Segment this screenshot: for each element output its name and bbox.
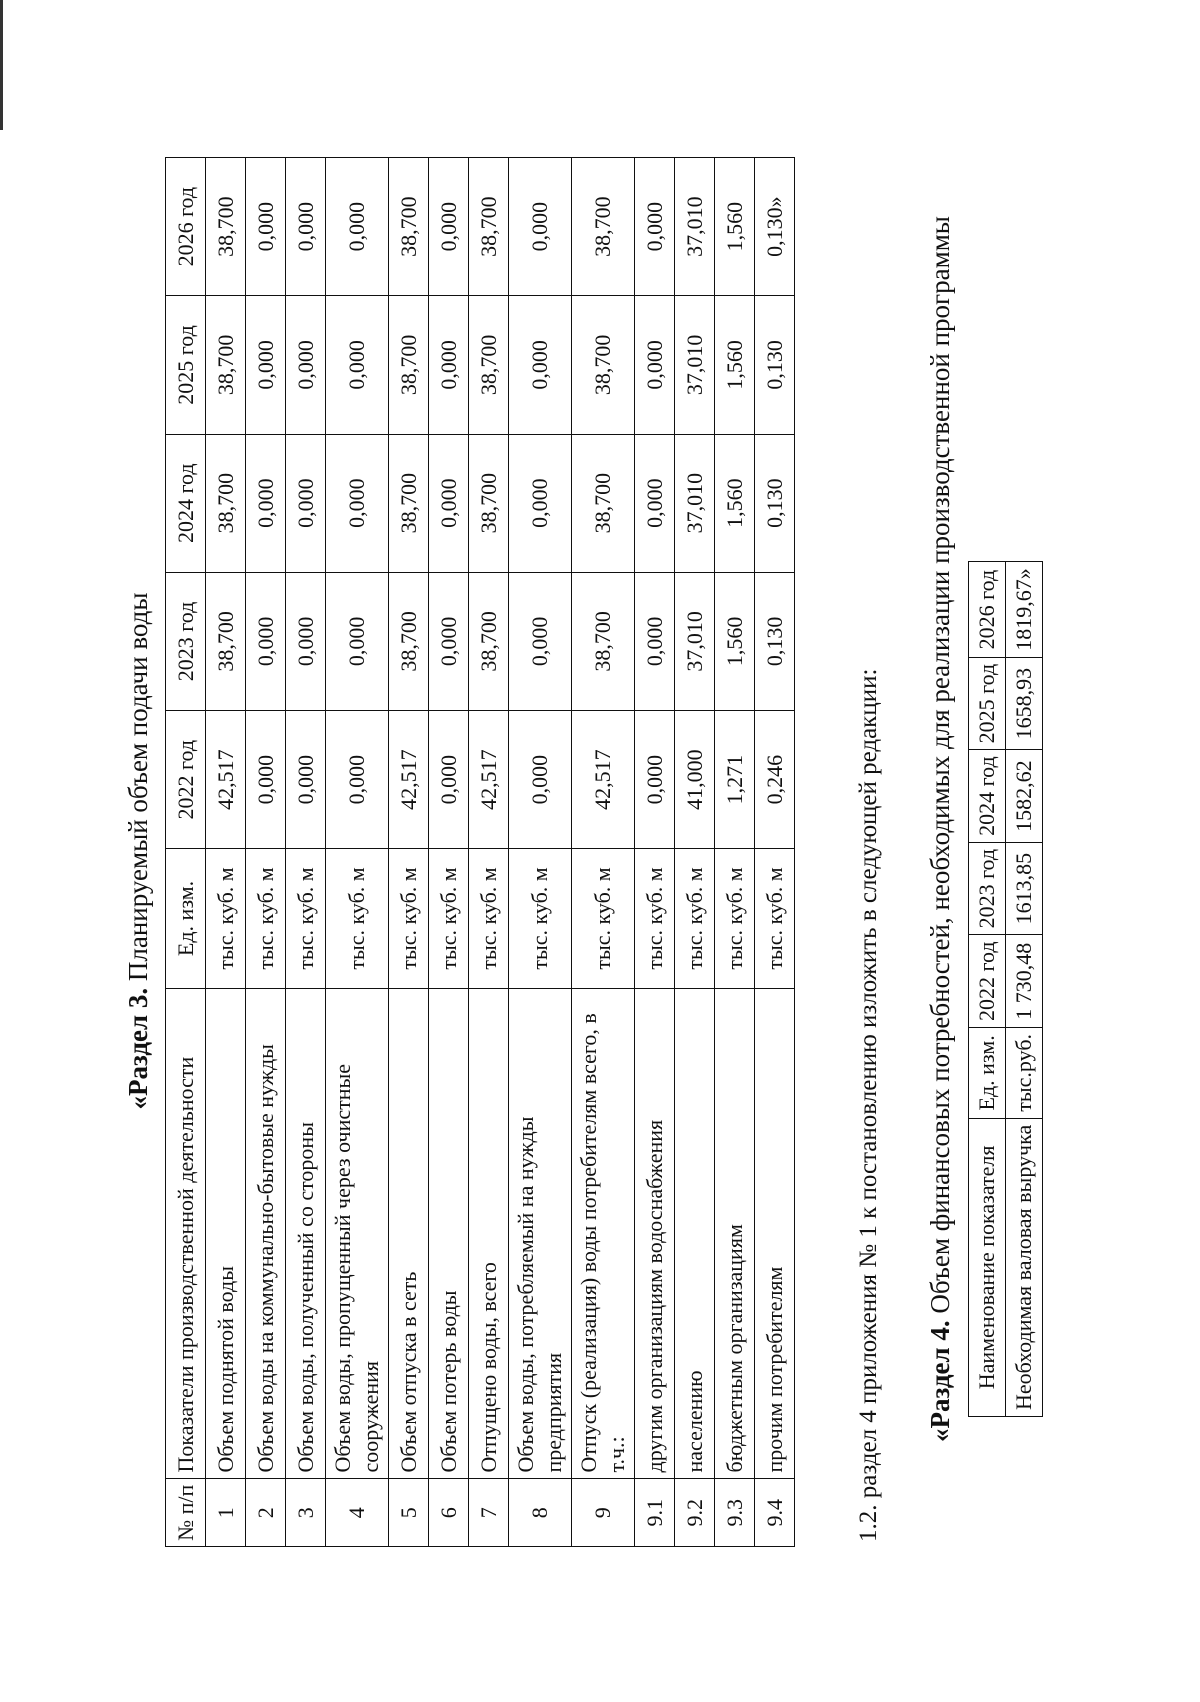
row-indicator: Объем воды на коммунально-бытовые нужды bbox=[246, 988, 286, 1479]
value-2026: 38,700 bbox=[572, 158, 635, 296]
value-2023: 38,700 bbox=[572, 572, 635, 710]
table-row bbox=[206, 158, 246, 1547]
value-2025: 1,560 bbox=[715, 296, 755, 434]
row-number: 3 bbox=[286, 1479, 326, 1547]
row-number: 9.2 bbox=[675, 1479, 715, 1547]
section-4-label: «Раздел 4. bbox=[925, 1320, 955, 1442]
value-2024: 0,000 bbox=[326, 434, 389, 572]
value-2022: 42,517 bbox=[572, 711, 635, 849]
row-indicator: Объем воды, потребляемый на нужды предприятия bbox=[509, 988, 572, 1479]
section-4-title: Объем финансовых потребностей, необходимых для реализации производственной программы bbox=[925, 216, 955, 1321]
header-cell-2022: 2022 год bbox=[166, 711, 206, 849]
table-row bbox=[326, 158, 389, 1547]
header-cell-indicator-name: Наименование показателя bbox=[969, 1118, 1006, 1416]
header-cell-2023: 2023 год bbox=[166, 572, 206, 710]
value-2026: 1,560 bbox=[715, 158, 755, 296]
value-2023: 0,000 bbox=[246, 572, 286, 710]
value-2025: 38,700 bbox=[389, 296, 429, 434]
row-indicator: прочим потребителям bbox=[755, 988, 795, 1479]
row-unit: тыс. куб. м bbox=[755, 849, 795, 988]
value-2024: 38,700 bbox=[389, 434, 429, 572]
row-unit: тыс. куб. м bbox=[246, 849, 286, 988]
header-cell-2024: 2024 год bbox=[166, 434, 206, 572]
value-2024: 0,000 bbox=[635, 434, 675, 572]
value-2023: 0,000 bbox=[509, 572, 572, 710]
row-indicator: Объем воды, полученный со стороны bbox=[286, 988, 326, 1479]
row-indicator: населению bbox=[675, 988, 715, 1479]
value-2026: 0,000 bbox=[635, 158, 675, 296]
value-2024: 1582,62 bbox=[1006, 750, 1043, 843]
value-2024: 1,560 bbox=[715, 434, 755, 572]
row-number: 9 bbox=[572, 1479, 635, 1547]
header-cell-2023: 2023 год bbox=[969, 842, 1006, 935]
value-2024: 0,000 bbox=[509, 434, 572, 572]
row-number: 5 bbox=[389, 1479, 429, 1547]
value-2022: 0,000 bbox=[635, 711, 675, 849]
table-row bbox=[1006, 562, 1043, 1417]
row-indicator: Отпущено воды, всего bbox=[469, 988, 509, 1479]
row-indicator: Необходимая валовая выручка bbox=[1006, 1118, 1043, 1416]
table-row bbox=[389, 158, 429, 1547]
value-2024: 38,700 bbox=[469, 434, 509, 572]
row-number: 8 bbox=[509, 1479, 572, 1547]
row-unit: тыс. куб. м bbox=[286, 849, 326, 988]
value-2026: 38,700 bbox=[206, 158, 246, 296]
header-cell-2022: 2022 год bbox=[969, 935, 1006, 1028]
financial-needs-table bbox=[968, 561, 1043, 1417]
row-unit: тыс.руб. bbox=[1006, 1027, 1043, 1118]
value-2024: 0,130 bbox=[755, 434, 795, 572]
table-row bbox=[635, 158, 675, 1547]
header-cell-number: № п/п bbox=[166, 1479, 206, 1547]
amendment-paragraph: 1.2. раздел 4 приложения № 1 к постановлению изложить в следующей редакции: bbox=[855, 668, 882, 1542]
value-2024: 0,000 bbox=[246, 434, 286, 572]
value-2026: 0,000 bbox=[509, 158, 572, 296]
value-2022: 42,517 bbox=[389, 711, 429, 849]
row-number: 9.3 bbox=[715, 1479, 755, 1547]
row-indicator: Объем поднятой воды bbox=[206, 988, 246, 1479]
value-2026: 38,700 bbox=[389, 158, 429, 296]
row-indicator: Объем потерь воды bbox=[429, 988, 469, 1479]
value-2026: 38,700 bbox=[469, 158, 509, 296]
table-header-row bbox=[166, 158, 206, 1547]
value-2024: 38,700 bbox=[206, 434, 246, 572]
water-supply-volume-table bbox=[165, 157, 795, 1547]
value-2024: 38,700 bbox=[572, 434, 635, 572]
header-cell-2026: 2026 год bbox=[969, 562, 1006, 658]
row-number: 9.4 bbox=[755, 1479, 795, 1547]
row-number: 6 bbox=[429, 1479, 469, 1547]
value-2025: 0,000 bbox=[429, 296, 469, 434]
value-2026: 37,010 bbox=[675, 158, 715, 296]
value-2022: 1,271 bbox=[715, 711, 755, 849]
table-row bbox=[572, 158, 635, 1547]
value-2026: 0,000 bbox=[246, 158, 286, 296]
value-2023: 0,130 bbox=[755, 572, 795, 710]
row-indicator: бюджетным организациям bbox=[715, 988, 755, 1479]
value-2022: 42,517 bbox=[469, 711, 509, 849]
section-3-heading bbox=[123, 0, 154, 1702]
row-indicator: другим организациям водоснабжения bbox=[635, 988, 675, 1479]
row-unit: тыс. куб. м bbox=[675, 849, 715, 988]
header-cell-unit: Ед. изм. bbox=[969, 1027, 1006, 1118]
header-cell-2024: 2024 год bbox=[969, 750, 1006, 843]
value-2026: 1819,67» bbox=[1006, 562, 1043, 658]
value-2025: 0,000 bbox=[635, 296, 675, 434]
value-2023: 0,000 bbox=[635, 572, 675, 710]
value-2023: 1613,85 bbox=[1006, 842, 1043, 935]
value-2025: 38,700 bbox=[469, 296, 509, 434]
row-indicator: Объем воды, пропущенный через очистные сооружения bbox=[326, 988, 389, 1479]
header-cell-2025: 2025 год bbox=[969, 657, 1006, 750]
value-2026: 0,000 bbox=[429, 158, 469, 296]
table-row bbox=[509, 158, 572, 1547]
value-2024: 37,010 bbox=[675, 434, 715, 572]
value-2026: 0,000 bbox=[286, 158, 326, 296]
value-2022: 0,000 bbox=[246, 711, 286, 849]
value-2025: 38,700 bbox=[572, 296, 635, 434]
value-2022: 0,000 bbox=[509, 711, 572, 849]
row-number: 7 bbox=[469, 1479, 509, 1547]
table-row bbox=[286, 158, 326, 1547]
row-number: 4 bbox=[326, 1479, 389, 1547]
value-2022: 1 730,48 bbox=[1006, 935, 1043, 1028]
row-unit: тыс. куб. м bbox=[326, 849, 389, 988]
value-2025: 1658,93 bbox=[1006, 657, 1043, 750]
section-3-label: «Раздел 3. bbox=[123, 987, 153, 1110]
row-indicator: Отпуск (реализация) воды потребителям всего, в т.ч.: bbox=[572, 988, 635, 1479]
value-2022: 41,000 bbox=[675, 711, 715, 849]
value-2025: 0,000 bbox=[509, 296, 572, 434]
value-2025: 0,000 bbox=[246, 296, 286, 434]
value-2023: 38,700 bbox=[469, 572, 509, 710]
table-row bbox=[469, 158, 509, 1547]
value-2026: 0,000 bbox=[326, 158, 389, 296]
header-cell-indicator: Показатели производственной деятельности bbox=[166, 988, 206, 1479]
value-2025: 0,000 bbox=[326, 296, 389, 434]
row-unit: тыс. куб. м bbox=[389, 849, 429, 988]
table-row bbox=[715, 158, 755, 1547]
value-2023: 37,010 bbox=[675, 572, 715, 710]
value-2025: 0,130 bbox=[755, 296, 795, 434]
row-unit: тыс. куб. м bbox=[635, 849, 675, 988]
value-2023: 38,700 bbox=[389, 572, 429, 710]
table-header-row bbox=[969, 562, 1006, 1417]
table-row bbox=[246, 158, 286, 1547]
value-2025: 38,700 bbox=[206, 296, 246, 434]
header-cell-unit: Ед. изм. bbox=[166, 849, 206, 988]
table-row bbox=[429, 158, 469, 1547]
value-2022: 0,000 bbox=[326, 711, 389, 849]
section-4-heading bbox=[925, 216, 956, 1442]
value-2022: 0,000 bbox=[429, 711, 469, 849]
header-cell-2025: 2025 год bbox=[166, 296, 206, 434]
value-2023: 38,700 bbox=[206, 572, 246, 710]
value-2022: 0,246 bbox=[755, 711, 795, 849]
value-2025: 37,010 bbox=[675, 296, 715, 434]
value-2022: 0,000 bbox=[286, 711, 326, 849]
value-2023: 1,560 bbox=[715, 572, 755, 710]
value-2023: 0,000 bbox=[429, 572, 469, 710]
row-indicator: Объем отпуска в сеть bbox=[389, 988, 429, 1479]
header-cell-2026: 2026 год bbox=[166, 158, 206, 296]
value-2022: 42,517 bbox=[206, 711, 246, 849]
row-number: 2 bbox=[246, 1479, 286, 1547]
row-unit: тыс. куб. м bbox=[715, 849, 755, 988]
row-unit: тыс. куб. м bbox=[469, 849, 509, 988]
row-unit: тыс. куб. м bbox=[572, 849, 635, 988]
table-row bbox=[675, 158, 715, 1547]
row-unit: тыс. куб. м bbox=[509, 849, 572, 988]
value-2023: 0,000 bbox=[326, 572, 389, 710]
value-2023: 0,000 bbox=[286, 572, 326, 710]
value-2024: 0,000 bbox=[286, 434, 326, 572]
section-3-title: Планируемый объем подачи воды bbox=[123, 592, 153, 988]
value-2025: 0,000 bbox=[286, 296, 326, 434]
value-2024: 0,000 bbox=[429, 434, 469, 572]
row-number: 9.1 bbox=[635, 1479, 675, 1547]
value-2026: 0,130» bbox=[755, 158, 795, 296]
row-number: 1 bbox=[206, 1479, 246, 1547]
row-unit: тыс. куб. м bbox=[206, 849, 246, 988]
table-row bbox=[755, 158, 795, 1547]
row-unit: тыс. куб. м bbox=[429, 849, 469, 988]
